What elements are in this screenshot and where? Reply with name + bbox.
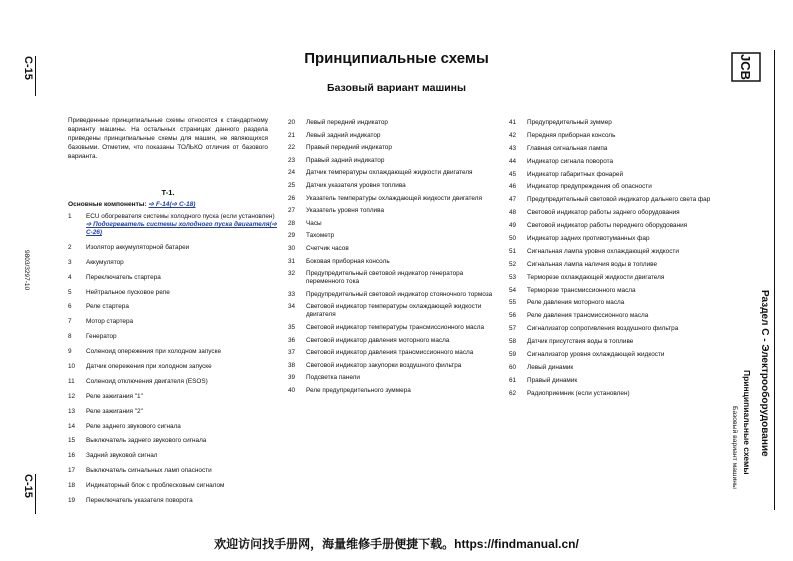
list-item [68,467,278,475]
item-number: 56 [509,312,517,320]
item-number: 1 [68,213,72,220]
item-number: 6 [68,303,72,311]
item-number: 34 [288,303,296,311]
page-number: C-15 [22,56,34,80]
item-number: 45 [509,170,517,178]
item-text: Изолятор аккумуляторной батареи [86,243,190,251]
item-number: 51 [509,247,517,255]
item-number: 11 [68,377,75,385]
item-number: 8 [68,333,72,341]
list-item [509,209,729,217]
item-number: 27 [288,207,296,215]
list-item [509,287,729,295]
main-components-link[interactable]: ➩ F-14(➩ C-18) [148,201,196,208]
item-number: 15 [68,437,76,445]
list-item [509,299,729,307]
page-id-bottom [14,474,36,514]
item-number: 38 [288,361,296,369]
item-number: 46 [509,183,517,191]
list-item [509,222,729,230]
item-text: Задний звуковой сигнал [86,452,158,460]
item-number: 50 [509,235,517,243]
item-text: Соленоид отключения двигателя (ESOS) [86,377,208,385]
item-number: 49 [509,222,517,230]
item-number: 17 [68,467,76,475]
item-text: Индикатор габаритных фонарей [527,170,624,178]
item-text: Подсветка панели [306,374,360,382]
item-text: Мотор стартера [86,318,134,326]
list-item [68,289,278,297]
item-number: 41 [509,119,517,126]
list-item [288,182,498,190]
item-number: 13 [68,407,76,415]
item-text: Терморезе охлаждающей жидкости двигателя [527,273,665,281]
item-text: Световой индикатор давления трансмиссионного масла [306,349,474,357]
item-text: Реле давления трансмиссионного масла [527,312,649,320]
item-text: Реле давления моторного масла [527,299,625,307]
item-number: 48 [509,209,517,217]
item-number: 33 [288,290,296,298]
item-number: 28 [288,219,296,227]
item-text: Индикатор сигнала поворота [527,157,614,165]
item-text: Предупредительный световой индикатор дальнего света фар [527,196,711,204]
list-item [288,349,498,357]
item-number: 53 [509,273,517,281]
item-number: 14 [68,422,76,430]
list-item [288,258,498,266]
item-number: 20 [288,119,296,126]
list-item [68,423,278,431]
item-number: 43 [509,144,517,152]
list-item [509,119,729,127]
list-item [68,378,278,386]
item-text: Переключатель указателя поворота [86,497,193,505]
item-text: Указатель температуры охлаждающей жидкости двигателя [306,194,482,202]
list-item [68,259,278,267]
item-number: 44 [509,157,517,165]
main-components-label: Основные компоненты: [68,201,147,208]
list-item [288,291,498,299]
item-text: Датчик температуры охлаждающей жидкости двигателя [306,169,473,177]
list-item [68,452,278,460]
list-item [68,497,278,505]
component-list-col2 [288,119,498,399]
item-number: 31 [288,257,296,265]
jcb-logo [731,52,761,82]
item-number: 55 [509,299,517,307]
item-number: 23 [288,156,296,164]
item-text: Предупредительный зуммер [527,119,612,126]
item-text: Правый динамик [527,376,578,384]
list-item [68,348,278,356]
item-text: Световой индикатор давления моторного масла [306,336,450,344]
item-text: Выключатель сигнальных ламп опасности [86,467,212,475]
list-item [288,157,498,165]
item-text: Сигнализатор уровня охлаждающей жидкости [527,351,665,359]
list-item [288,220,498,228]
list-item [509,158,729,166]
item-text: Сигнализатор сопротивления воздушного фильтра [527,325,679,333]
list-item [288,132,498,140]
list-item [288,207,498,215]
item-number: 7 [68,318,72,326]
item-text: Генератор [86,333,117,341]
list-item [288,270,498,286]
item-text: Указатель уровня топлива [306,207,385,215]
item-text: Предупредительный световой индикатор стояночного тормоза [306,290,493,298]
list-item [288,195,498,203]
list-item [288,169,498,177]
item-number: 62 [509,389,517,397]
list-item [288,362,498,370]
item-text: Терморезе трансмиссионного масла [527,286,636,294]
list-item [509,390,729,398]
item-number: 30 [288,244,296,252]
item-text: Предупредительный световой индикатор генератора переменного тока [306,270,464,286]
item-text [86,213,278,237]
section-subtitle: Принципиальные схемы [742,370,752,475]
item-text: Реле зажигания "1" [86,392,143,400]
component-list-col3 [509,119,729,403]
item-text: Световой индикатор работы переднего оборудования [527,222,688,230]
item-number: 19 [68,497,76,505]
item-number: 35 [288,323,296,331]
item-text: Боковая приборная консоль [306,257,390,265]
item-text: Выключатель заднего звукового сигнала [86,437,207,445]
divider [774,50,775,510]
section-variant: Базовый вариант машины [731,406,738,489]
item-text: Реле стартера [86,303,129,311]
item-text: Индикатор предупреждения об опасности [527,183,652,191]
list-item [68,363,278,371]
section-title: Раздел С - Электрооборудование [759,290,770,457]
item-number: 32 [288,270,296,278]
item-label: ECU обогревателя системы холодного пуска (если установлен) [86,213,275,220]
page-title: Принципиальные схемы [304,50,489,67]
main-components [68,200,196,208]
list-item [509,351,729,359]
item-text: Световой индикатор работы заднего оборудования [527,209,680,217]
item-text: Счетчик часов [306,244,349,252]
list-item [68,303,278,311]
item-number: 59 [509,351,517,359]
list-item [509,183,729,191]
item-number: 57 [509,325,517,333]
footer-banner: 欢迎访问找手册网，海量维修手册便捷下载。https://findmanual.cn/ [214,537,579,551]
item-number: 24 [288,169,296,177]
item-text: Аккумулятор [86,258,124,266]
list-item [509,274,729,282]
item-text: Переключатель стартера [86,273,161,281]
list-item [288,337,498,345]
list-item [509,325,729,333]
list-item [288,387,498,395]
item-text: Реле заднего звукового сигнала [86,422,181,430]
item-number: 22 [288,144,296,152]
list-item [509,338,729,346]
item-text: Реле предупредительного зуммера [306,386,411,394]
list-item [288,303,498,319]
page-subtitle: Базовый вариант машины [327,82,466,94]
item-text: Часы [306,219,322,227]
list-item [68,274,278,282]
item-text: Реле зажигания "2" [86,407,143,415]
item-text: Индикатор задних противотуманных фар [527,235,650,243]
list-item [509,377,729,385]
item-text: Световой индикатор закупорки воздушного фильтра [306,361,462,369]
item-number: 39 [288,374,296,382]
item-number: 21 [288,131,296,139]
item-text: Левый задний индикатор [306,131,381,139]
item-number: 40 [288,386,296,394]
list-item [509,248,729,256]
list-item [509,312,729,320]
item-text: Датчик указателя уровня топлива [306,181,406,189]
item-number: 3 [68,258,72,266]
item-number: 29 [288,232,296,240]
item-text: Соленоид опережения при холодном запуске [86,348,222,356]
item-number: 36 [288,336,296,344]
list-item [68,408,278,416]
item-number: 4 [68,273,72,281]
item-text: Световой индикатор температуры охлаждающей жидкости двигателя [306,303,482,319]
table-label: T-1. [161,188,175,197]
list-item [68,244,278,252]
list-item [288,324,498,332]
list-item [288,232,498,240]
item-number: 18 [68,482,76,490]
item-number: 54 [509,286,517,294]
item-number: 47 [509,196,517,204]
item-text: Нейтральное пусковое реле [86,288,170,296]
item-number: 12 [68,392,76,400]
item-text: Правый задний индикатор [306,156,385,164]
page-number: C-15 [22,474,34,498]
list-item [509,261,729,269]
intro-paragraph: Приведенные принципиальные схемы относятся к стандартному варианту машины. На остальных страницах данного раздела приведены принципиальные схемы для машин, не являющихся базовыми. Отметим, что показаны ТОЛЬКО отличия от базового варианта. [68,117,268,160]
list-item [509,364,729,372]
divider [35,474,36,514]
item-text: Главная сигнальная лампа [527,144,608,152]
list-item [68,213,278,237]
document-number: 9803/3297-10 [23,250,30,291]
item-number: 2 [68,243,72,251]
list-item [509,171,729,179]
item-number: 10 [68,363,76,371]
logo-text: JCB [738,53,753,81]
list-item [288,144,498,152]
list-item [288,245,498,253]
item-number: 58 [509,338,517,346]
item-number: 9 [68,348,72,356]
item-number: 5 [68,288,72,296]
item-number: 42 [509,131,517,139]
item-text: Сигнальная лампа уровня охлаждающей жидкости [527,247,679,255]
list-item [509,132,729,140]
component-list-col1 [68,213,278,512]
list-item [509,196,729,204]
item-text: Сигнальная лампа наличия воды в топливе [527,260,658,268]
item-text: Датчик опережения при холодном запуске [86,363,212,371]
list-item [509,235,729,243]
item-number: 26 [288,194,296,202]
item-number: 52 [509,260,517,268]
item-text: Передняя приборная консоль [527,131,616,139]
item-number: 16 [68,452,76,460]
item-number: 60 [509,363,517,371]
list-item [68,437,278,445]
item-text: Правый передний индикатор [306,144,392,152]
item-text: Радиоприемник (если установлен) [527,389,630,397]
list-item [509,145,729,153]
list-item [68,393,278,401]
list-item [68,318,278,326]
item-text: Световой индикатор температуры трансмиссионного масла [306,323,485,331]
item-number: 61 [509,376,517,384]
list-item [288,374,498,382]
item-text: Индикаторный блок с проблесковым сигналом [86,482,225,490]
item-text: Датчик присутствия воды в топливе [527,338,634,346]
item-number: 37 [288,349,296,357]
item-link[interactable]: ➩ Подогреватель системы холодного пуска двигателя(➩ C-26) [86,221,278,236]
item-text: Левый динамик [527,363,574,371]
item-text: Тахометр [306,232,335,240]
list-item [68,482,278,490]
logo-letters [738,54,753,80]
list-item [68,333,278,341]
item-text: Левый передний индикатор [306,119,388,126]
list-item [288,119,498,127]
item-number: 25 [288,181,296,189]
